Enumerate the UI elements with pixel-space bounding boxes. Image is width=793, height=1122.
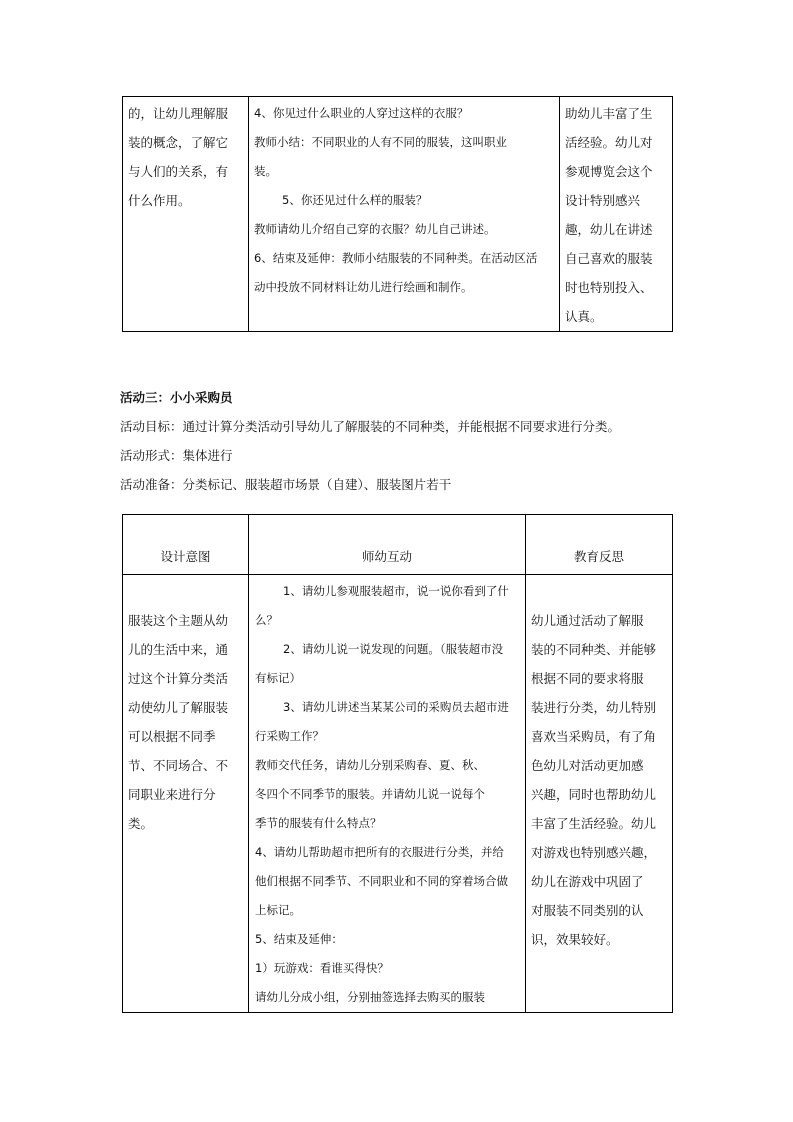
reflection-cell: [526, 575, 673, 1013]
text-line: 节、不同场合、不: [128, 758, 229, 773]
text-line: 自己喜欢的服装: [565, 251, 653, 266]
text-line: 趣，幼儿在讲述: [565, 222, 653, 237]
header-teacher-child-interaction: 师幼互动: [249, 515, 526, 575]
design-intent-cell: [123, 97, 249, 332]
text-line: 2、请幼儿说一说发现的问题。（服装超市没: [283, 642, 504, 656]
text-line: 儿的生活中来，通: [128, 642, 229, 657]
text-line: 动使幼儿了解服装: [128, 700, 229, 715]
activity-title: 活动三：小小采购员: [120, 390, 233, 405]
text-line: 助幼儿丰富了生: [565, 106, 653, 121]
text-line: 5、你还见过什么样的服装？: [282, 193, 428, 207]
text-line: 教师小结：不同职业的人有不同的服装，这叫职业: [254, 135, 507, 149]
activity-three-table: [122, 514, 673, 1013]
text-line: 根据不同的要求将服: [531, 671, 644, 686]
text-line: 请幼儿分成小组，分别抽签选择去购买的服装: [255, 990, 485, 1004]
text-line: 色幼儿对活动更加感: [531, 758, 644, 773]
text-line: 装进行分类，幼儿特别: [531, 700, 657, 715]
text-line: 4、请幼儿帮助超市把所有的衣服进行分类，并给: [255, 845, 504, 859]
text-line: 1）玩游戏：看谁买得快？: [255, 961, 389, 975]
text-line: 有标记）: [255, 671, 301, 685]
text-line: 同职业来进行分: [128, 787, 216, 802]
reflection-cell: [560, 97, 673, 332]
activity-goal: 活动目标：通过计算分类活动引导幼儿了解服装的不同种类，并能根据不同要求进行分类。: [120, 419, 621, 434]
text-line: 季节的服装有什么特点？: [255, 816, 382, 830]
reflection-table-continued: [122, 96, 673, 332]
text-line: 过这个计算分类活: [128, 671, 229, 686]
text-line: 1、请幼儿参观服装超市，说一说你看到了什: [283, 584, 509, 598]
text-line: 兴趣，同时也帮助幼儿: [531, 787, 657, 802]
text-line: 喜欢当采购员，有了角: [531, 729, 657, 744]
text-line: 5、结束及延伸：: [255, 932, 343, 946]
activity-prep: 活动准备：分类标记、服装超市场景（自建）、服装图片若干: [120, 477, 452, 492]
text-line: 与人们的关系，有: [128, 164, 229, 179]
text-line: 可以根据不同季: [128, 729, 216, 744]
text-line: 参观博览会这个: [565, 164, 653, 179]
text-line: 他们根据不同季节、不同职业和不同的穿着场合做: [255, 874, 508, 888]
text-line: 3、请幼儿讲述当某某公司的采购员去超市进: [283, 700, 509, 714]
design-intent-cell: [123, 575, 249, 1013]
text-line: 的，让幼儿理解服: [128, 106, 229, 121]
text-line: 装的不同种类、并能够: [531, 642, 657, 657]
text-line: 教师请幼儿介绍自己穿的衣服？幼儿自己讲述。: [254, 222, 496, 236]
text-line: 装。: [254, 164, 277, 178]
text-line: 对游戏也特别感兴趣，: [531, 845, 657, 860]
text-line: 教师交代任务，请幼儿分别采购春、夏、秋、: [255, 758, 485, 772]
activity-form: 活动形式：集体进行: [120, 448, 233, 463]
text-line: 设计特别感兴: [565, 193, 641, 208]
text-line: 类。: [128, 816, 154, 831]
header-education-reflection: 教育反思: [526, 515, 673, 575]
text-line: 识，效果较好。: [531, 932, 619, 947]
text-line: 对服装不同类别的认: [531, 903, 644, 918]
text-line: 装的概念，了解它: [128, 135, 229, 150]
interaction-cell: [249, 575, 526, 1013]
text-line: 6、结束及延伸：教师小结服装的不同种类。在活动区活: [254, 251, 538, 265]
text-line: 什么作用。: [128, 193, 191, 208]
text-line: 服装这个主题从幼: [128, 613, 229, 628]
text-line: 冬四个不同季节的服装。并请幼儿说一说每个: [255, 787, 485, 801]
text-line: 幼儿在游戏中巩固了: [531, 874, 644, 889]
text-line: 4、你见过什么职业的人穿过这样的衣服？: [254, 106, 469, 120]
activity-three-section: [120, 383, 680, 499]
text-line: 丰富了生活经验。幼儿: [531, 816, 657, 831]
text-line: 认真。: [565, 309, 603, 324]
text-line: 动中投放不同材料让幼儿进行绘画和制作。: [254, 280, 473, 294]
header-design-intent: 设计意图: [123, 515, 249, 575]
text-line: 么？: [255, 613, 278, 627]
text-line: 活经验。幼儿对: [565, 135, 653, 150]
text-line: 时也特别投入、: [565, 280, 653, 295]
interaction-cell: [249, 97, 560, 332]
text-line: 上标记。: [255, 903, 301, 917]
text-line: 幼儿通过活动了解服: [531, 613, 644, 628]
text-line: 行采购工作？: [255, 729, 324, 743]
